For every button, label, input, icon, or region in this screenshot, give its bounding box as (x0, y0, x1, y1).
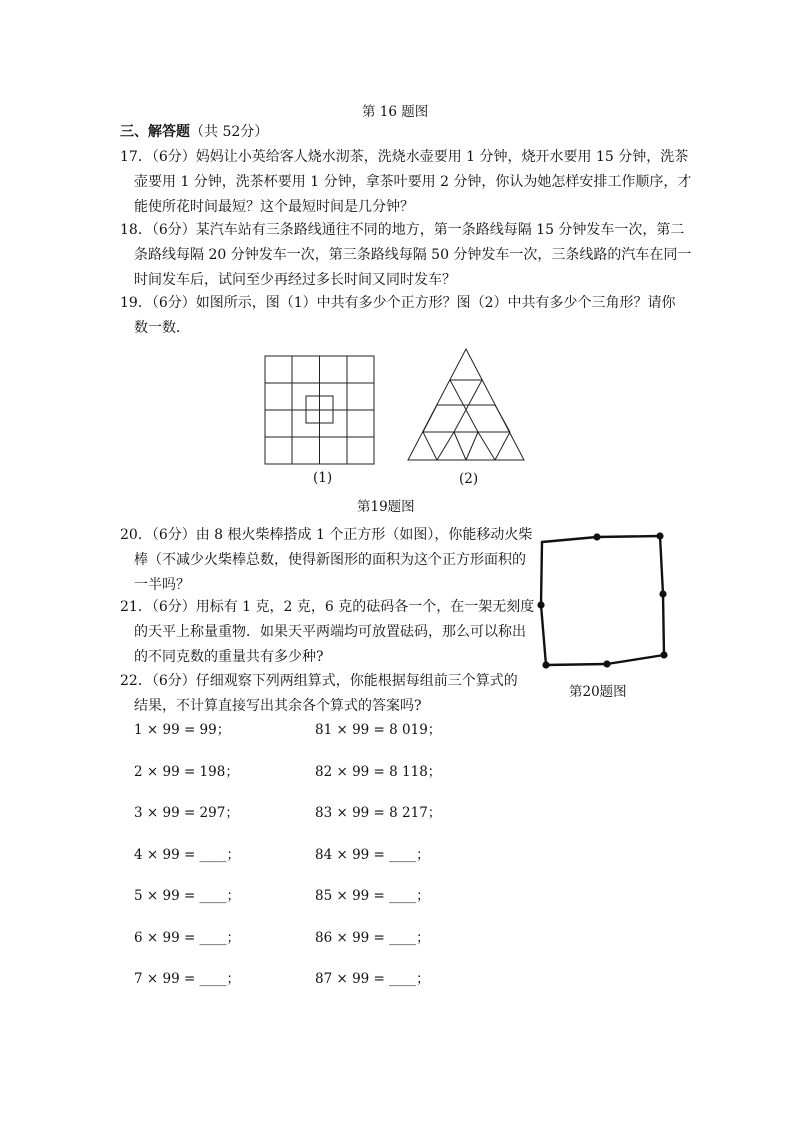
fig20-caption: 第20题图 (569, 684, 627, 700)
q19-line-2: 数一数． (134, 320, 190, 336)
q22-line-1: 22．（6分）仔细观察下列两组算式，你能根据每组前三个算式的 (120, 673, 518, 689)
q20-line-3: 一半吗？ (134, 577, 190, 593)
section-note: （共 52分） (190, 124, 269, 140)
section-label: 三、解答题 (120, 124, 190, 140)
equation-left-7: 7 × 99 = ____； (134, 971, 241, 987)
q20-line-2: 棒（不减少火柴棒总数，使得新图形的面积为这个正方形面积的 (134, 552, 526, 568)
q17-line-1: 17．（6分）妈妈让小英给客人烧水沏茶，洗烧水壶要用 1 分钟，烧开水要用 15 分钟，洗茶 (120, 149, 689, 165)
fig20-matchstick-square (533, 528, 675, 672)
fig19-square-grid (264, 355, 376, 467)
fig19-caption: 第19题图 (357, 499, 415, 515)
q20-line-1: 20．（6分）由 8 根火柴棒搭成 1 个正方形（如图），你能移动火柴 (120, 527, 533, 543)
q21-line-2: 的天平上称量重物．如果天平两端均可放置砝码，那么可以称出 (134, 624, 526, 640)
q18-line-2: 条路线每隔 20 分钟发车一次，第三条路线每隔 50 分钟发车一次，三条线路的汽车在同一 (134, 247, 692, 263)
q22-line-2: 结果，不计算直接写出其余各个算式的答案吗? (134, 698, 422, 714)
q17-line-2: 壶要用 1 分钟，洗茶杯要用 1 分钟，拿茶叶要用 2 分钟，你认为她怎样安排工作顺序，才 (134, 174, 692, 190)
q21-line-3: 的不同克数的重量共有多少种? (134, 649, 324, 665)
fig16-caption: 第 16 题图 (362, 104, 429, 120)
equation-left-2: 2 × 99 = 198； (134, 764, 239, 780)
equation-right-7: 87 × 99 = ____； (315, 971, 430, 987)
section-header (120, 120, 268, 145)
fig19-label-2: (2) (459, 471, 479, 487)
equation-left-3: 3 × 99 = 297； (134, 805, 239, 821)
q21-line-1: 21．（6分）用标有 1 克，2 克，6 克的砝码各一个，在一架无刻度 (120, 599, 535, 615)
equation-left-5: 5 × 99 = ____； (134, 888, 241, 904)
equation-right-2: 82 × 99 = 8 118； (315, 764, 442, 780)
equation-right-4: 84 × 99 = ____； (315, 847, 430, 863)
fig19-triangle (406, 347, 528, 463)
q17-line-3: 能使所花时间最短？这个最短时间是几分钟？ (134, 199, 414, 215)
equation-right-6: 86 × 99 = ____； (315, 930, 430, 946)
equation-right-3: 83 × 99 = 8 217； (315, 805, 442, 821)
equation-right-5: 85 × 99 = ____； (315, 888, 430, 904)
equation-right-1: 81 × 99 = 8 019； (315, 722, 442, 738)
equation-left-1: 1 × 99 = 99； (134, 722, 231, 738)
equation-left-4: 4 × 99 = ____； (134, 847, 241, 863)
q18-line-1: 18．（6分）某汽车站有三条路线通往不同的地方，第一条路线每隔 15 分钟发车一次，第二 (120, 222, 685, 238)
fig19-label-1: (1) (313, 470, 333, 486)
q19-line-1: 19．（6分）如图所示，图（1）中共有多少个正方形？图（2）中共有多少个三角形？请你 (120, 295, 676, 311)
q18-line-3: 时间发车后，试问至少再经过多长时间又同时发车？ (134, 272, 456, 288)
equation-left-6: 6 × 99 = ____； (134, 930, 241, 946)
